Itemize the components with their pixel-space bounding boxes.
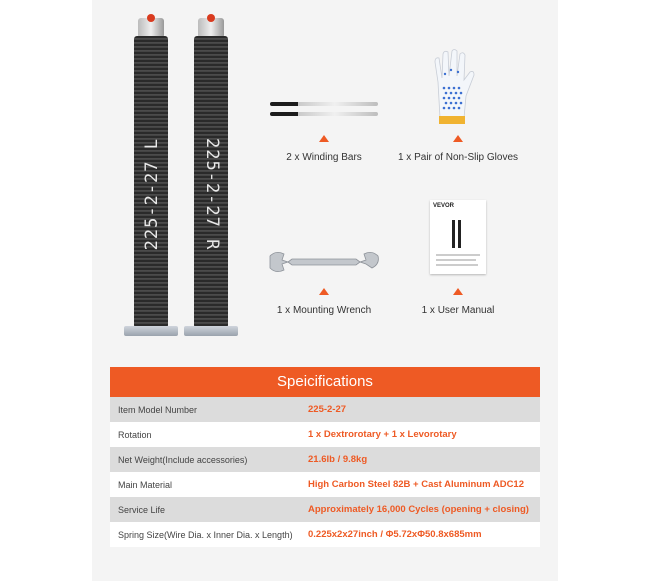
- spring-stamp-left: 225-2-27 L: [142, 138, 162, 251]
- spring-base-right: [184, 326, 238, 336]
- torsion-spring-right: [190, 18, 232, 336]
- triangle-icon: [319, 135, 329, 142]
- wrench-image: [268, 250, 380, 274]
- triangle-icon: [319, 288, 329, 295]
- winding-bars-caption: [262, 135, 386, 163]
- specifications-title: Speicifications: [110, 367, 540, 397]
- table-row: [110, 447, 540, 472]
- manual-brand-logo: VEVOR: [433, 203, 455, 209]
- spec-label: Item Model Number: [118, 404, 198, 415]
- user-manual-image: [430, 200, 486, 274]
- torsion-spring-left: [130, 18, 172, 336]
- spec-label: Service Life: [118, 504, 166, 515]
- spec-label: Spring Size(Wire Dia. x Inner Dia. x Length): [118, 529, 293, 540]
- triangle-icon: [453, 135, 463, 142]
- winding-bar: [270, 112, 378, 116]
- manual-bar-figure: [458, 220, 461, 248]
- spec-label: Rotation: [118, 429, 152, 440]
- manual-caption: [388, 288, 528, 316]
- manual-bar-figure: [452, 220, 455, 248]
- table-row: [110, 497, 540, 522]
- wrench-caption: [262, 288, 386, 316]
- table-row: [110, 397, 540, 422]
- spec-value: 21.6lb / 9.8kg: [308, 454, 368, 465]
- spec-value: 1 x Dextrorotary + 1 x Levorotary: [308, 429, 457, 440]
- winding-bars-label: 2 x Winding Bars: [286, 152, 362, 163]
- specifications-table: [110, 367, 540, 547]
- spec-label: Main Material: [118, 479, 173, 490]
- spring-base-left: [124, 326, 178, 336]
- table-row: [110, 472, 540, 497]
- gloves-caption: [388, 135, 528, 163]
- table-row: [110, 422, 540, 447]
- manual-text-line: [436, 264, 478, 266]
- winding-bar: [270, 102, 378, 106]
- spring-cone-left: [138, 18, 164, 38]
- table-row: [110, 522, 540, 547]
- manual-text-line: [436, 259, 476, 261]
- spec-value: High Carbon Steel 82B + Cast Aluminum ADC12: [308, 479, 524, 490]
- gloves-label: 1 x Pair of Non-Slip Gloves: [397, 152, 519, 163]
- spec-label: Net Weight(Include accessories): [118, 454, 248, 465]
- winding-bars-image: [270, 96, 378, 126]
- manual-text-line: [436, 254, 480, 256]
- spring-stamp-right: 225-2-27 R: [202, 138, 222, 251]
- spec-value: 225-2-27: [308, 404, 347, 415]
- spec-value: 0.225x2x27inch / Φ5.72xΦ50.8x685mm: [308, 529, 482, 540]
- gloves-image: [432, 48, 484, 126]
- spec-value: Approximately 16,000 Cycles (opening + closing): [308, 504, 529, 515]
- wrench-label: 1 x Mounting Wrench: [276, 305, 372, 316]
- triangle-icon: [453, 288, 463, 295]
- spring-cone-right: [198, 18, 224, 38]
- manual-label: 1 x User Manual: [421, 305, 495, 316]
